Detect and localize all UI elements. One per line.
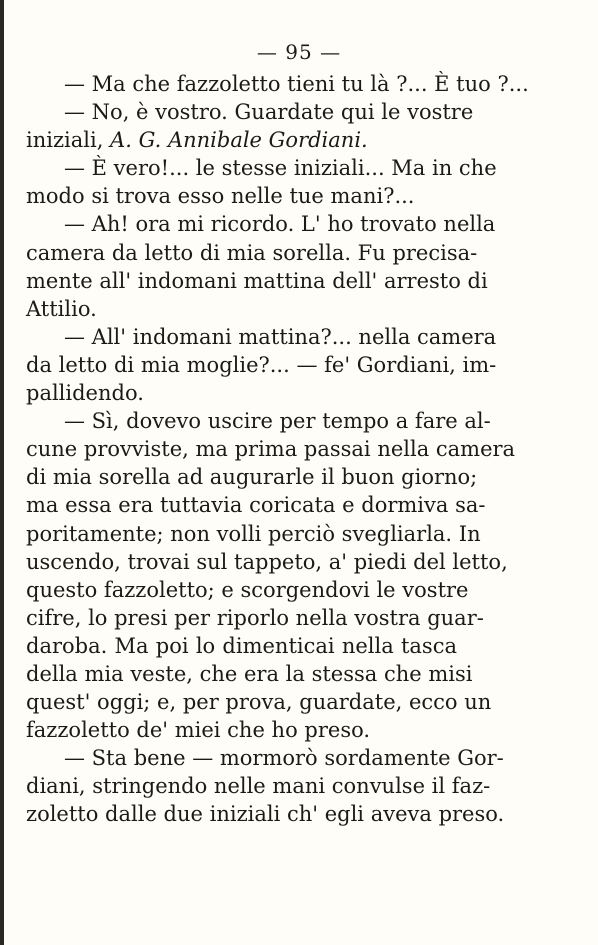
text-line: camera da letto di mia sorella. Fu precisa- — [26, 240, 478, 265]
text-line: daroba. Ma poi lo dimenticai nella tasca — [26, 633, 457, 658]
text-line: — Ah! ora mi ricordo. L' ho trovato nella — [64, 212, 496, 237]
text-line: cifre, lo presi per riporlo nella vostra guar- — [26, 605, 484, 630]
text-line: cune provviste, ma prima passai nella camera — [26, 437, 516, 462]
text-line: uscendo, trovai sul tappeto, a' piedi del letto, — [26, 549, 508, 574]
text-line: — Sì, dovevo uscire per tempo a fare al- — [64, 409, 491, 434]
text-line: questo fazzoletto; e scorgendovi le vostre — [26, 577, 469, 602]
text-line: pallidendo. — [26, 381, 144, 406]
text-line: modo si trova esso nelle tue mani?... — [26, 184, 415, 209]
text-line-roman: iniziali, — [26, 128, 111, 153]
text-line: — Ma che fazzoletto tieni tu là ?... È tuo ?... — [64, 72, 529, 96]
text-line: — Sta bene — mormorò sordamente Gor- — [64, 746, 504, 771]
text-line: diani, stringendo nelle mani convulse il faz- — [26, 774, 491, 799]
text-line: fazzoletto de' miei che ho preso. — [26, 718, 371, 743]
text-line: — No, è vostro. Guardate qui le vostre — [64, 100, 474, 125]
text-line: Attilio. — [26, 296, 97, 321]
text-line-italic: A. G. Annibale Gordiani. — [110, 128, 368, 153]
page-spine-edge — [0, 0, 4, 945]
text-line: — All' indomani mattina?... nella camera — [64, 324, 497, 349]
text-line: di mia sorella ad augurarle il buon giorno; — [26, 465, 478, 490]
text-line: zoletto dalle due iniziali ch' egli aveva preso. — [26, 802, 505, 827]
page-number: — 95 — — [256, 40, 342, 64]
text-line: della mia veste, che era la stessa che misi — [26, 661, 473, 686]
text-line: poritamente; non volli perciò svegliarla. In — [26, 521, 481, 546]
text-line: da letto di mia moglie?... — fe' Gordiani, im- — [26, 352, 497, 377]
text-line: — È vero!... le stesse iniziali... Ma in che — [64, 156, 497, 181]
text-line — [26, 126, 457, 154]
text-line: mente all' indomani mattina dell' arresto di — [26, 268, 488, 293]
text-line: ma essa era tuttavia coricata e dormiva sa- — [26, 493, 486, 518]
page-body-text — [26, 70, 529, 829]
text-line: quest' oggi; e, per prova, guardate, ecco un — [26, 690, 492, 715]
